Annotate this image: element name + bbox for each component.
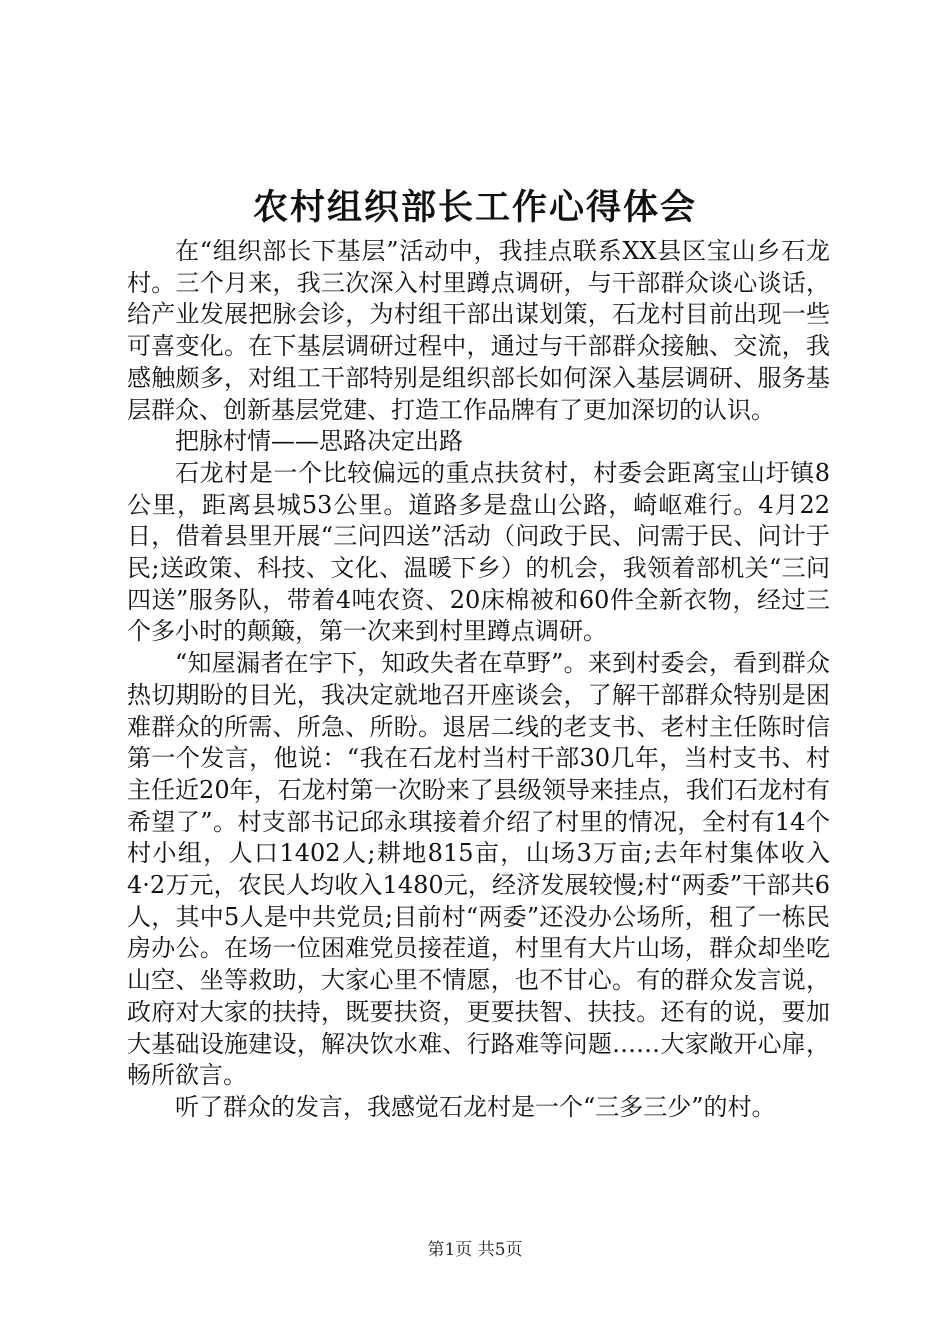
document-title: 农村组织部长工作心得体会 (252, 187, 697, 228)
paragraph-village-background: 石龙村是一个比较偏远的重点扶贫村，村委会距离宝山圩镇8公里，距离县城53公里。道路多是盘山公路，崎岖难行。4月22日，借着县里开展“三问四送”活动（问政于民、问需于民、问计于民;送政策、科技、文化、温暖下乡）的机会，我领着部机关“三问四送”服务队，带着4吨农资、20床棉被和60件全新衣物，经过三个多小时的颠簸，第一次来到村里蹲点调研。 (127, 458, 830, 646)
paragraph-intro: 在“组织部长下基层”活动中，我挂点联系XX县区宝山乡石龙村。三个月来，我三次深入村里蹲点调研，与干部群众谈心谈话，给产业发展把脉会诊，为村组干部出谋划策，石龙村目前出现一些可喜变化。在下基层调研过程中，通过与干部群众接触、交流，我感触颇多，对组工干部特别是组织部长如何深入基层调研、服务基层群众、创新基层党建、打造工作品牌有了更加深切的认识。 (127, 237, 830, 424)
paragraph-conclusion: 听了群众的发言，我感觉石龙村是一个“三多三少”的村。 (175, 1092, 776, 1121)
section-heading: 把脉村情——思路决定出路 (175, 427, 463, 456)
page-footer: 第1页 共5页 (427, 1240, 523, 1260)
paragraph-forum: “知屋漏者在宇下，知政失者在草野”。来到村委会，看到群众热切期盼的目光，我决定就地召开座谈会，了解干部群众特别是困难群众的所需、所急、所盼。退居二线的老支书、老村主任陈时信第一个发言，他说：“我在石龙村当村干部30几年，当村支书、村主任近20年，石龙村第一次盼来了县级领导来挂点，我们石龙村有希望了”。村支部书记邱永琪接着介绍了村里的情况，全村有14个村小组，人口1402人;耕地815亩，山场3万亩;去年村集体收入4·2万元，农民人均收入1480元，经济发展较慢;村“两委”干部共6人，其中5人是中共党员;目前村“两委”还没办公场所，租了一栋民房办公。在场一位困难党员接茬道，村里有大片山场，群众却坐吃山空、坐等救助，大家心里不情愿，也不甘心。有的群众发言说，政府对大家的扶持，既要扶资，更要扶智、扶技。还有的说，要加大基础设施建设，解决饮水难、行路难等问题……大家敞开心扉，畅所欲言。 (127, 649, 830, 1090)
document-body (127, 236, 830, 1124)
